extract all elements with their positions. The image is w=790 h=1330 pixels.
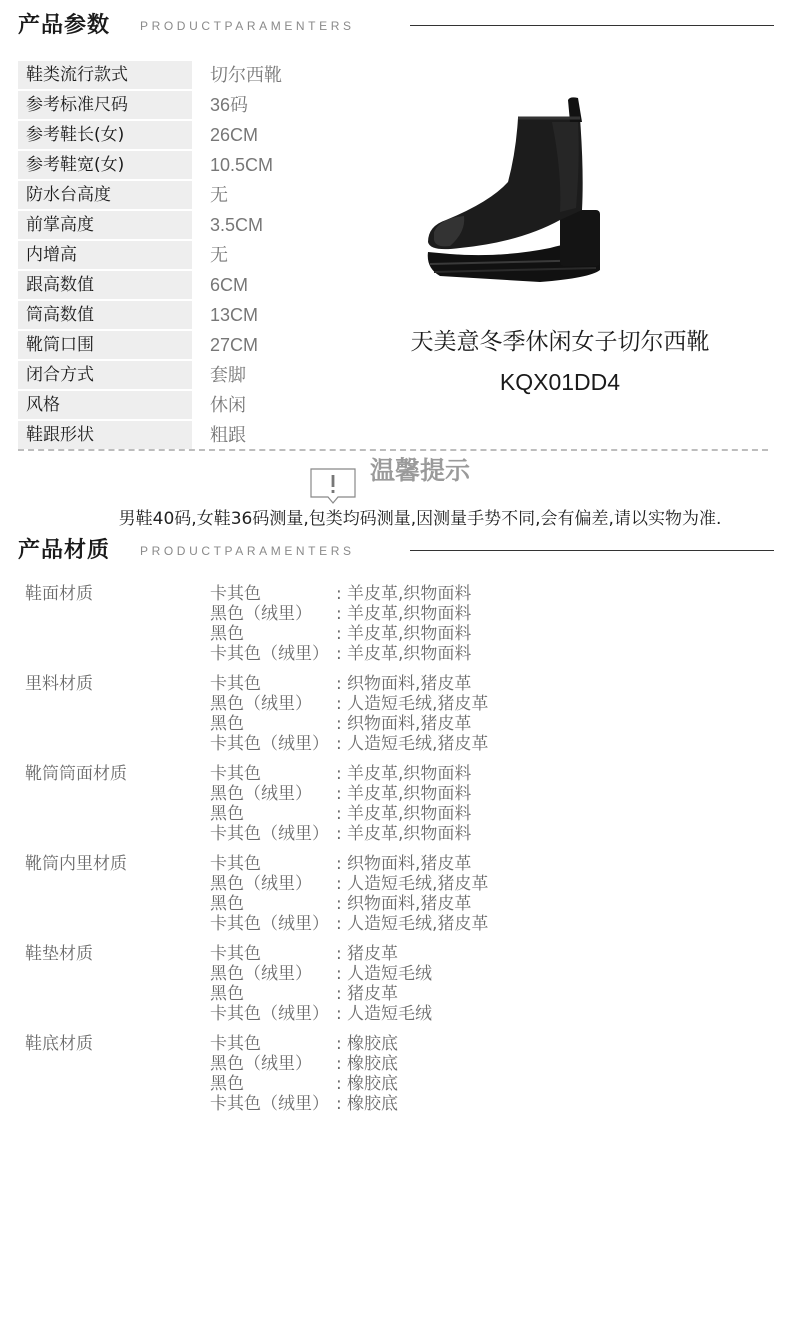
param-label: 参考鞋宽(女) <box>18 151 192 179</box>
material-colon: : <box>336 624 342 644</box>
material-color: 黑色（绒里） <box>210 964 312 984</box>
exclamation-speech-bubble-icon <box>310 468 356 504</box>
param-label: 防水台高度 <box>18 181 192 209</box>
material-color: 卡其色 <box>210 944 261 964</box>
param-value: 3.5CM <box>210 215 264 235</box>
param-row <box>18 240 398 270</box>
material-color: 黑色（绒里） <box>210 1054 312 1074</box>
material-value: 织物面料,猪皮革 <box>347 894 472 914</box>
material-colon: : <box>336 674 342 694</box>
materials-section-header <box>18 533 774 569</box>
params-section-title: 产品参数 <box>18 13 111 38</box>
materials-section-title: 产品材质 <box>18 538 111 563</box>
material-color: 黑色（绒里） <box>210 874 312 894</box>
material-color: 卡其色（绒里） <box>210 824 329 844</box>
param-label: 靴筒口围 <box>18 331 192 359</box>
material-group <box>25 944 765 1034</box>
material-colon: : <box>336 644 342 664</box>
material-color: 黑色（绒里） <box>210 604 312 624</box>
material-color: 卡其色（绒里） <box>210 1004 329 1024</box>
material-value: 橡胶底 <box>347 1054 398 1074</box>
param-label: 内增高 <box>18 241 192 269</box>
material-value: 人造短毛绒 <box>347 964 432 984</box>
param-value: 粗跟 <box>210 425 246 445</box>
material-color: 黑色 <box>210 984 244 1004</box>
param-value: 无 <box>210 185 228 205</box>
param-row <box>18 90 398 120</box>
material-group-label: 里料材质 <box>25 674 93 694</box>
params-section-header <box>18 8 774 44</box>
param-label: 筒高数值 <box>18 301 192 329</box>
param-row <box>18 420 398 450</box>
param-value: 套脚 <box>210 365 246 385</box>
param-row <box>18 300 398 330</box>
params-section-subtitle: PRODUCTPARAMENTERS <box>140 19 355 33</box>
material-colon: : <box>336 1094 342 1114</box>
material-colon: : <box>336 584 342 604</box>
material-colon: : <box>336 894 342 914</box>
material-group <box>25 854 765 944</box>
material-group-label: 鞋面材质 <box>25 584 93 604</box>
param-row <box>18 360 398 390</box>
material-group <box>25 584 765 674</box>
param-row <box>18 150 398 180</box>
material-color: 卡其色（绒里） <box>210 1094 329 1114</box>
material-color: 黑色（绒里） <box>210 784 312 804</box>
param-value: 27CM <box>210 335 259 355</box>
header-rule <box>410 25 774 26</box>
material-colon: : <box>336 604 342 624</box>
product-name: 天美意冬季休闲女子切尔西靴 <box>410 329 710 355</box>
param-row <box>18 330 398 360</box>
material-value: 橡胶底 <box>347 1074 398 1094</box>
material-color: 黑色 <box>210 624 244 644</box>
param-row <box>18 180 398 210</box>
material-colon: : <box>336 914 342 934</box>
material-value: 织物面料,猪皮革 <box>347 854 472 874</box>
material-value: 羊皮革,织物面料 <box>347 784 472 804</box>
material-colon: : <box>336 764 342 784</box>
material-color: 卡其色 <box>210 854 261 874</box>
material-colon: : <box>336 944 342 964</box>
materials-section-subtitle: PRODUCTPARAMENTERS <box>140 544 355 558</box>
param-value: 36码 <box>210 95 249 115</box>
material-colon: : <box>336 1034 342 1054</box>
material-value: 人造短毛绒,猪皮革 <box>347 734 489 754</box>
material-group-label: 鞋垫材质 <box>25 944 93 964</box>
material-value: 人造短毛绒 <box>347 1004 432 1024</box>
param-label: 前掌高度 <box>18 211 192 239</box>
param-row <box>18 390 398 420</box>
material-color: 黑色 <box>210 804 244 824</box>
param-value: 10.5CM <box>210 155 274 175</box>
param-value: 切尔西靴 <box>210 65 282 85</box>
param-table <box>18 60 398 450</box>
material-value: 羊皮革,织物面料 <box>347 584 472 604</box>
param-row <box>18 210 398 240</box>
param-label: 风格 <box>18 391 192 419</box>
chelsea-boot-image <box>420 92 610 292</box>
material-color: 卡其色 <box>210 674 261 694</box>
material-color: 黑色 <box>210 894 244 914</box>
tip-text: 男鞋40码,女鞋36码测量,包类均码测量,因测量手势不同,会有偏差,请以实物为准. <box>118 509 722 529</box>
material-value: 人造短毛绒,猪皮革 <box>347 914 489 934</box>
material-value: 羊皮革,织物面料 <box>347 804 472 824</box>
material-value: 猪皮革 <box>347 984 398 1004</box>
material-colon: : <box>336 1074 342 1094</box>
material-colon: : <box>336 984 342 1004</box>
material-group-label: 鞋底材质 <box>25 1034 93 1054</box>
material-value: 橡胶底 <box>347 1034 398 1054</box>
param-value: 26CM <box>210 125 259 145</box>
material-value: 人造短毛绒,猪皮革 <box>347 874 489 894</box>
product-code: KQX01DD4 <box>499 369 621 395</box>
param-row <box>18 60 398 90</box>
param-value: 无 <box>210 245 228 265</box>
material-value: 织物面料,猪皮革 <box>347 714 472 734</box>
material-group <box>25 1034 765 1124</box>
material-colon: : <box>336 734 342 754</box>
material-color: 卡其色 <box>210 764 261 784</box>
material-value: 人造短毛绒,猪皮革 <box>347 694 489 714</box>
material-value: 羊皮革,织物面料 <box>347 604 472 624</box>
material-value: 羊皮革,织物面料 <box>347 624 472 644</box>
material-group-label: 靴筒筒面材质 <box>25 764 127 784</box>
param-label: 鞋跟形状 <box>18 421 192 449</box>
param-value: 休闲 <box>210 395 246 415</box>
param-row <box>18 270 398 300</box>
material-colon: : <box>336 804 342 824</box>
material-group <box>25 674 765 764</box>
material-colon: : <box>336 1054 342 1074</box>
material-value: 羊皮革,织物面料 <box>347 764 472 784</box>
param-label: 鞋类流行款式 <box>18 61 192 89</box>
material-color: 卡其色 <box>210 1034 261 1054</box>
param-label: 跟高数值 <box>18 271 192 299</box>
material-value: 羊皮革,织物面料 <box>347 824 472 844</box>
material-colon: : <box>336 824 342 844</box>
material-color: 卡其色（绒里） <box>210 734 329 754</box>
param-value: 6CM <box>210 275 249 295</box>
header-rule <box>410 550 774 551</box>
material-color: 卡其色（绒里） <box>210 644 329 664</box>
material-color: 卡其色 <box>210 584 261 604</box>
param-label: 参考鞋长(女) <box>18 121 192 149</box>
material-value: 猪皮革 <box>347 944 398 964</box>
material-colon: : <box>336 714 342 734</box>
material-color: 黑色（绒里） <box>210 694 312 714</box>
material-value: 橡胶底 <box>347 1094 398 1114</box>
material-color: 黑色 <box>210 714 244 734</box>
param-value: 13CM <box>210 305 259 325</box>
param-label: 闭合方式 <box>18 361 192 389</box>
dashed-divider <box>18 449 768 451</box>
material-colon: : <box>336 784 342 804</box>
param-label: 参考标准尺码 <box>18 91 192 119</box>
material-group-label: 靴筒内里材质 <box>25 854 127 874</box>
material-colon: : <box>336 854 342 874</box>
material-colon: : <box>336 1004 342 1024</box>
material-color: 黑色 <box>210 1074 244 1094</box>
materials-list <box>25 584 765 1124</box>
material-value: 羊皮革,织物面料 <box>347 644 472 664</box>
material-colon: : <box>336 874 342 894</box>
material-group <box>25 764 765 854</box>
param-row <box>18 120 398 150</box>
material-colon: : <box>336 694 342 714</box>
material-value: 织物面料,猪皮革 <box>347 674 472 694</box>
tip-title: 温馨提示 <box>370 456 471 485</box>
material-color: 卡其色（绒里） <box>210 914 329 934</box>
material-colon: : <box>336 964 342 984</box>
